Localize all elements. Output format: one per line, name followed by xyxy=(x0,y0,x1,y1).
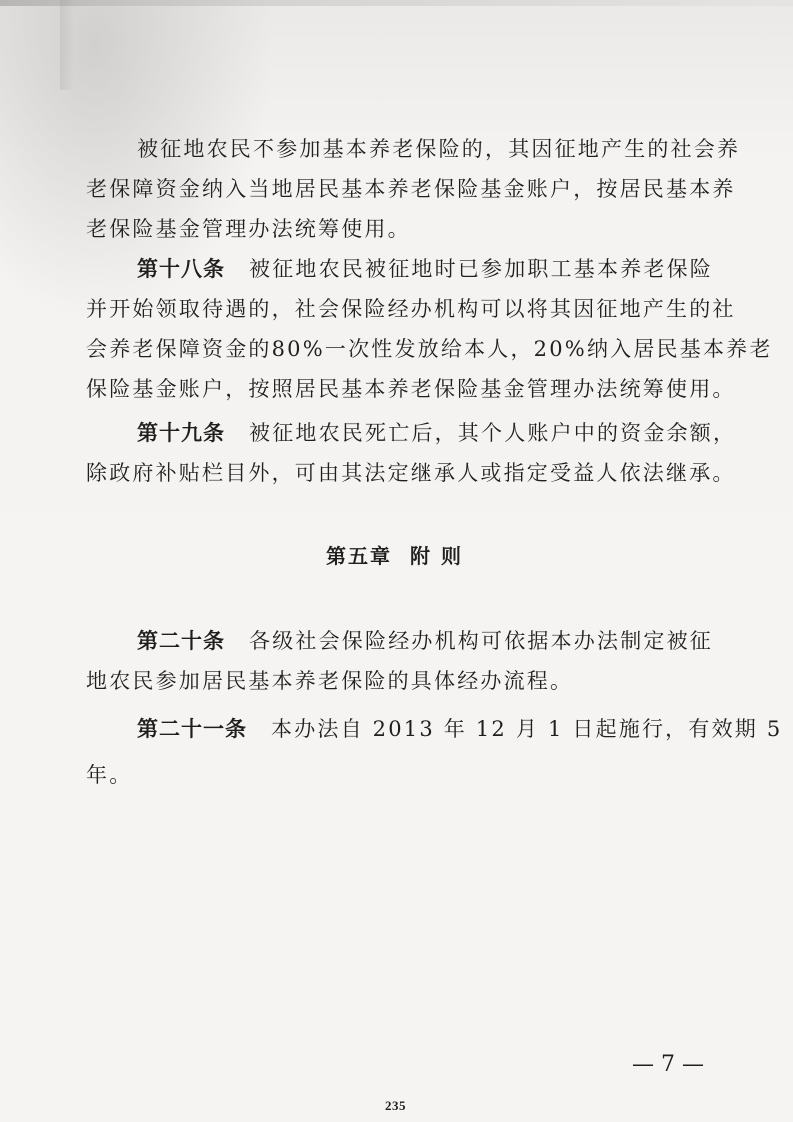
article-21-line-1 xyxy=(137,714,782,744)
article-20-line-2: 地农民参加居民基本养老保险的具体经办流程。 xyxy=(86,669,574,693)
article-18-line-4: 保险基金账户，按照居民基本养老保险基金管理办法统筹使用。 xyxy=(86,377,736,401)
article-21-line-2: 年。 xyxy=(86,763,133,787)
article-20-heading: 第二十条 xyxy=(137,629,225,653)
paragraph-line-3: 老保险基金管理办法统筹使用。 xyxy=(86,217,411,241)
chapter-number: 第五章 xyxy=(326,544,392,568)
article-19-line-1 xyxy=(137,418,736,448)
article-18-heading: 第十八条 xyxy=(137,257,225,281)
article-18-line-2: 并开始领取待遇的，社会保险经办机构可以将其因征地产生的社 xyxy=(86,297,736,321)
article-19-heading: 第十九条 xyxy=(137,421,225,445)
article-18-line-3: 会养老保障资金的80%一次性发放给本人，20%纳入居民基本养老 xyxy=(86,337,773,361)
page-top-edge xyxy=(0,0,793,6)
paragraph-line-1: 被征地农民不参加基本养老保险的，其因征地产生的社会养 xyxy=(137,137,741,161)
page-fold-shadow xyxy=(60,0,74,90)
article-21-text: 本办法自 2013 年 12 月 1 日起施行，有效期 5 xyxy=(271,717,783,741)
article-19-text: 被征地农民死亡后，其个人账户中的资金余额， xyxy=(249,421,737,445)
article-18-line-1 xyxy=(137,254,713,284)
article-19-line-2: 除政府补贴栏目外，可由其法定继承人或指定受益人依法继承。 xyxy=(86,461,736,485)
page-number: — 7 — xyxy=(632,1052,704,1077)
article-18-text: 被征地农民被征地时已参加职工基本养老保险 xyxy=(249,257,713,281)
article-21-heading: 第二十一条 xyxy=(137,717,247,741)
article-20-line-1 xyxy=(137,626,713,656)
paragraph-line-2: 老保障资金纳入当地居民基本养老保险基金账户，按居民基本养 xyxy=(86,177,736,201)
article-20-text: 各级社会保险经办机构可依据本办法制定被征 xyxy=(249,629,713,653)
chapter-name: 附 则 xyxy=(410,544,463,568)
footer-number: 235 xyxy=(385,1098,406,1113)
chapter-title xyxy=(326,541,463,571)
